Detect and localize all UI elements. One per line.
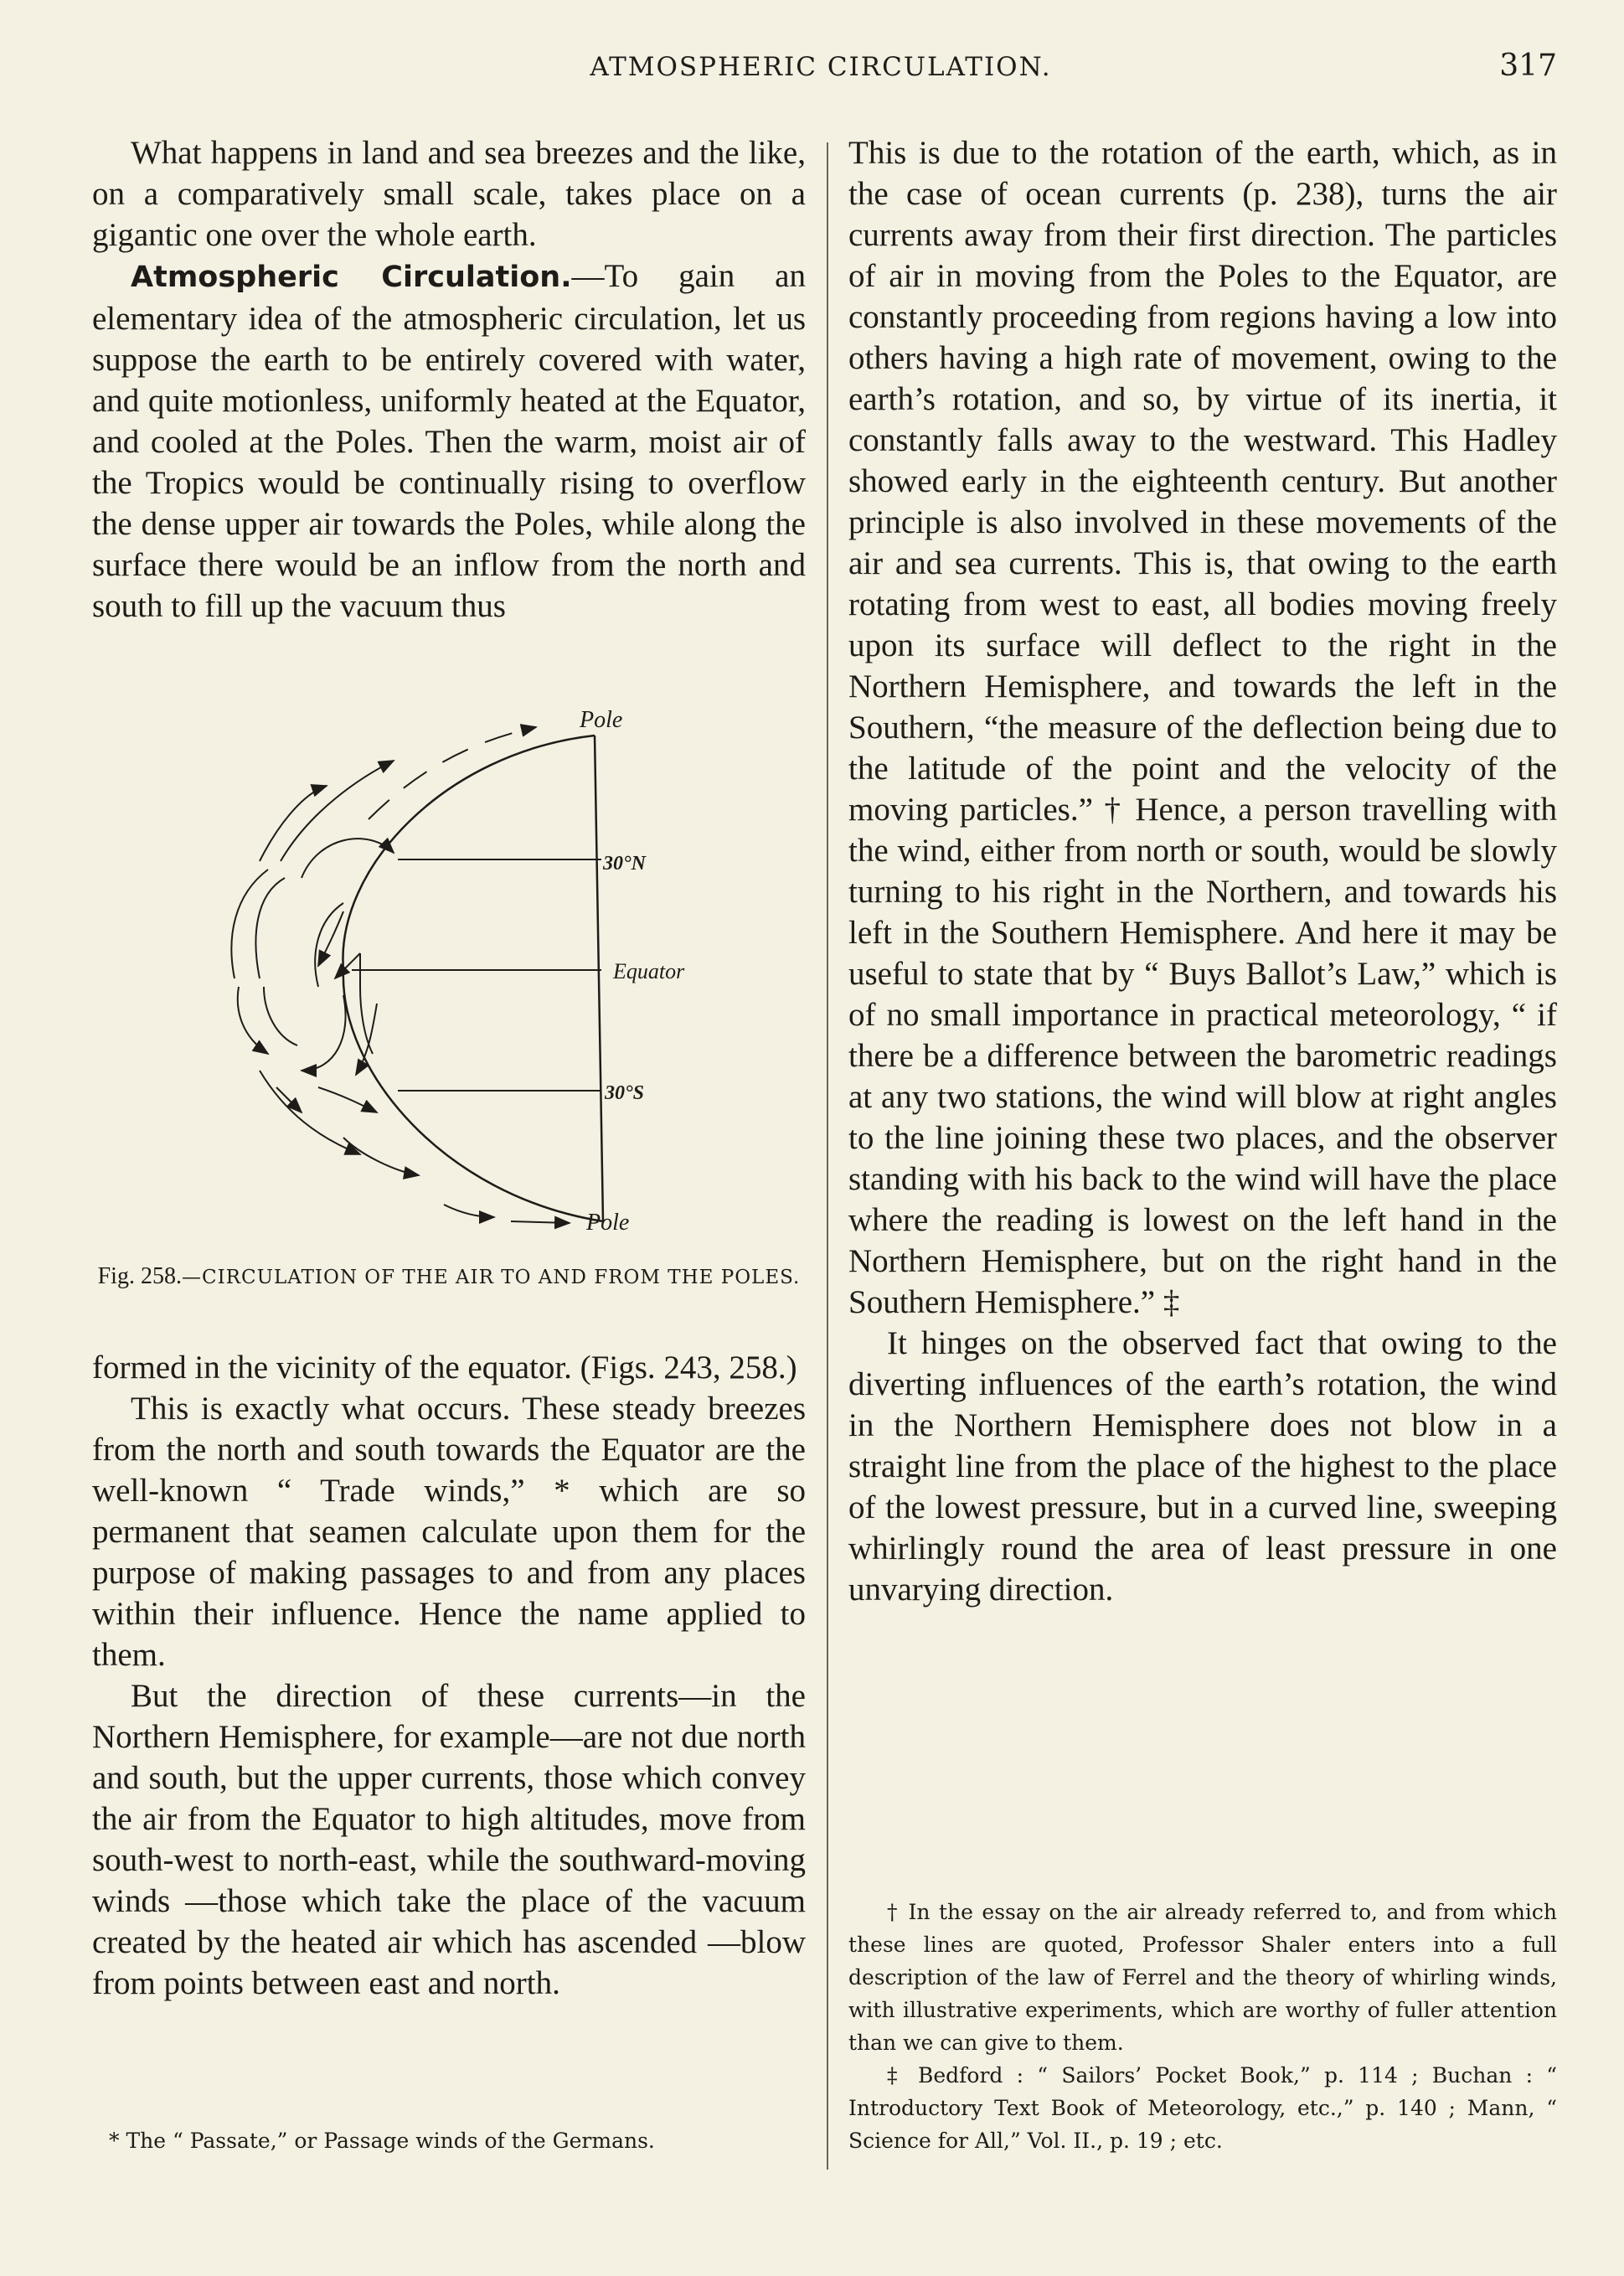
label-pole-top: Pole bbox=[580, 707, 623, 733]
circulation-diagram bbox=[193, 702, 745, 1238]
surface-current-arrow bbox=[264, 987, 297, 1045]
paragraph: What happens in land and sea breezes and the like, on a comparatively small scale, takes place on a gigantic one over the whole earth. bbox=[92, 135, 806, 253]
page-number: 317 bbox=[1499, 49, 1557, 83]
running-header: ATMOSPHERIC CIRCULATION. bbox=[590, 52, 1052, 82]
polar-axis bbox=[595, 735, 603, 1221]
trade-wind-arrow bbox=[335, 953, 360, 978]
label-30s: 30°S bbox=[605, 1082, 644, 1104]
upper-current-arrow bbox=[343, 1138, 419, 1175]
paragraph: This is exactly what occurs. These steady breezes from the north and south towards the Equator are the well-known “ Trade winds,” * which are so permanent that seamen calculate upon them for the purpose of making passages to and from any places within their influence. Hence the name applied to them. bbox=[92, 1391, 806, 1673]
right-column bbox=[848, 132, 1557, 1610]
upper-current-arrow bbox=[511, 1221, 570, 1223]
paragraph-atmospheric-circulation bbox=[92, 255, 806, 627]
cell-arrow bbox=[302, 995, 346, 1071]
paragraph: formed in the vicinity of the equator. (Figs. 243, 258.) bbox=[92, 1350, 797, 1386]
footnote-dagger: † In the essay on the air already referred to, and from which these lines are quoted, Professor Shaler enters into a full description of the law of Ferrel and the theory of whirling winds, with illustrative experiments, which are worthy of fuller attention than we can give to them. bbox=[848, 1900, 1557, 2055]
caption-text: —CIRCULATION OF THE AIR TO AND FROM THE POLES. bbox=[181, 1267, 801, 1288]
surface-current-arrow bbox=[238, 987, 268, 1054]
trade-wind-arrow bbox=[318, 1087, 377, 1112]
label-30n: 30°N bbox=[603, 853, 646, 875]
left-column bbox=[92, 132, 806, 627]
upper-current-arrow bbox=[369, 727, 536, 819]
paragraph: But the direction of these currents—in the Northern Hemisphere, for example—are not due north and south, but the upper currents, those which convey the air from the Equator to high altitudes, move from south-west to north-east, while the southward-moving winds —those which take the place of the vacuum created by the heated air which has ascended —blow from points between east and north. bbox=[92, 1678, 806, 2001]
paragraph-text: —To gain an elementary idea of the atmospheric circulation, let us suppose the earth to be entirely covered with water, and quite motionless, uniformly heated at the Equator, and cooled at the Poles. Then the warm, moist air of the Tropics would be continually rising to overflow the dense upper air towards the Poles, while along the surface there would be an inflow from the north and south to fill up the vacuum thus bbox=[92, 258, 806, 624]
surface-current-arrow bbox=[231, 870, 268, 978]
run-in-heading: Atmospheric Circulation. bbox=[131, 261, 572, 294]
globe-outline bbox=[343, 735, 603, 1221]
figure-label: Fig. 258. bbox=[97, 1263, 182, 1289]
figure-caption bbox=[92, 1262, 806, 1293]
cell-arrow bbox=[302, 839, 394, 878]
label-pole-bottom: Pole bbox=[586, 1210, 630, 1236]
left-column-continued bbox=[92, 1347, 806, 2004]
surface-current-arrow bbox=[255, 878, 285, 978]
cell-arrow bbox=[360, 987, 373, 1054]
footnote-star bbox=[109, 2124, 796, 2157]
cell-arrow bbox=[318, 911, 343, 966]
footnote-double-dagger: ‡ Bedford : “ Sailors’ Pocket Book,” p. 114 ; Buchan : “ Introductory Text Book of Meteorology, etc.,” p. 140 ; Mann, “ Science for All,” Vol. II., p. 19 ; etc. bbox=[848, 2063, 1557, 2153]
paragraph: It hinges on the observed fact that owing to the diverting influences of the earth’s rotation, the wind in the Northern Hemisphere does not blow in a straight line from the place of the highest to the place of the lowest pressure, but in a curved line, sweeping whirlingly round the area of least pressure in one unvarying direction. bbox=[848, 1325, 1557, 1608]
footnotes-right bbox=[848, 1896, 1557, 2157]
rising-air-arrow bbox=[260, 786, 327, 861]
footnote-text: * The “ Passate,” or Passage winds of the Germans. bbox=[109, 2129, 655, 2153]
upper-current-arrow bbox=[444, 1205, 494, 1217]
column-divider bbox=[827, 142, 828, 2170]
paragraph: This is due to the rotation of the earth, which, as in the case of ocean currents (p. 238), turns the air currents away from their first direction. The particles of air in moving from the Poles to the Equator, are constantly proceeding from regions having a low into others having a high rate of movement, owing to the earth’s rotation, and so, by virtue of its inertia, it constantly falls away to the westward. This Hadley showed early in the eighteenth century. But another principle is also involved in these movements of the air and sea currents. This is, that owing to the earth rotating from west to east, all bodies moving freely upon its surface will deflect to the right in the Northern Hemisphere, and towards the left in the Southern, “the measure of the deflection being due to the latitude of the point and the velocity of the moving particles.” † Hence, a person travelling with the wind, either from north or south, would be slowly turning to his right in the Northern, and towards his left in the Southern Hemisphere. And here it may be useful to state that by “ Buys Ballot’s Law,” which is of no small importance in practical meteorology, “ if there be a difference between the barometric readings at any two stations, the wind will blow at right angles to the line joining these two places, and the observer standing with his back to the wind will have the place where the reading is lowest on the left hand in the Northern Hemisphere, but on the right hand in the Southern Hemisphere.” ‡ bbox=[848, 135, 1557, 1320]
label-equator: Equator bbox=[613, 959, 685, 983]
upper-current-arrow bbox=[260, 1071, 360, 1154]
